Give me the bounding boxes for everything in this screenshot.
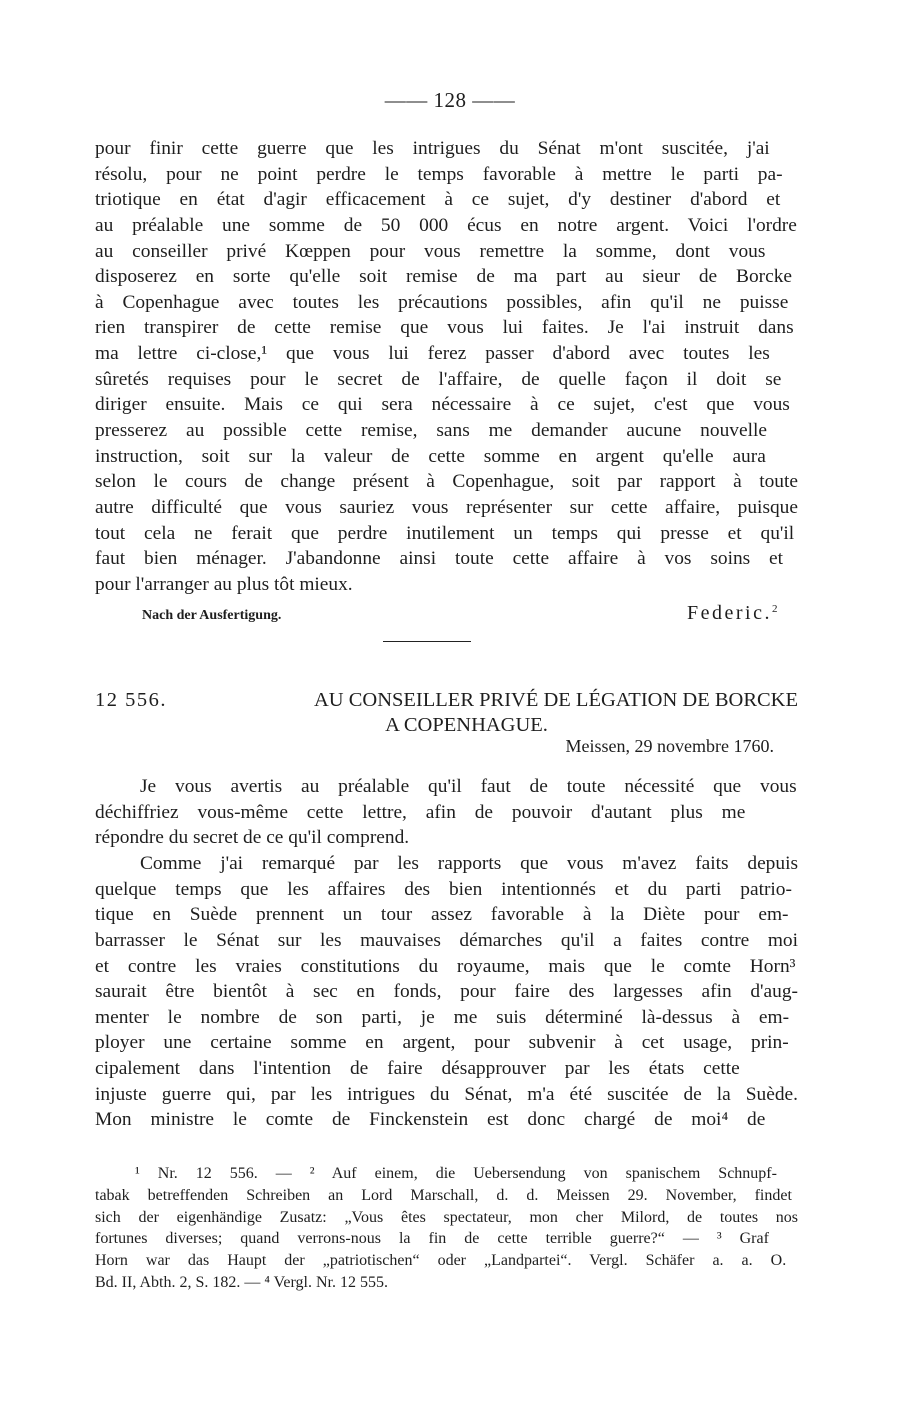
footnote-line: Horn war das Haupt der „patriotischen“ oder „Landpartei“. Vergl. Schäfer a. a. O. [95, 1252, 787, 1270]
footnote-line: fortunes diverses; quand verrons-nous la fin de cette terrible guerre?“ — ³ Graf [95, 1230, 769, 1248]
letter-dateline: Meissen, 29 novembre 1760. [565, 736, 774, 756]
text-line: faut bien ménager. J'abandonne ainsi toute cette affaire à vos soins et [95, 548, 784, 570]
footnote-line: ¹ Nr. 12 556. — ² Auf einem, die Uebersendung von spanischem Schnupf- [135, 1165, 777, 1182]
text-line: rien transpirer de cette remise que vous lui faites. Je l'ai instruit dans [95, 317, 794, 339]
source-and-signature [142, 602, 780, 625]
text-line: ma lettre ci-close,¹ que vous lui ferez passer d'abord avec toutes les [95, 343, 770, 365]
text-line: tout cela ne ferait que perdre inutilement un temps qui presse et qu'il [95, 522, 795, 544]
text-line: pour finir cette guerre que les intrigues du Sénat m'ont suscitée, j'ai [95, 138, 770, 159]
footnote-line: tabak betreffenden Schreiben an Lord Marschall, d. d. Meissen 29. November, findet [95, 1186, 792, 1204]
letter-paragraph-1 [95, 774, 798, 851]
text-line: saurait être bientôt à sec en fonds, pour faire des largesses afin d'aug- [95, 981, 798, 1003]
text-line: triotique en état d'agir efficacement à ce sujet, d'y destiner d'abord et [95, 189, 781, 211]
text-line: Comme j'ai remarqué par les rapports que vous m'avez faits depuis [140, 853, 798, 874]
text-line: Mon ministre le comte de Finckenstein est donc chargé de moi⁴ de [95, 1109, 766, 1131]
text-line: instruction, soit sur la valeur de cette somme en argent qu'elle aura [95, 445, 766, 467]
text-line: au conseiller privé Kœppen pour vous remettre la somme, dont vous [95, 240, 766, 262]
source-note: Nach der Ausfertigung. [142, 608, 282, 623]
text-line: cipalement dans l'intention de faire désapprouver par les états cette [95, 1058, 740, 1080]
footnote-line: sich der eigenhändige Zusatz: „Vous êtes spectateur, mon cher Milord, de toutes nos [95, 1208, 798, 1226]
text-line: disposerez en sorte qu'elle soit remise de ma part au sieur de Borcke [95, 266, 793, 288]
letter-recipient-place: A COPENHAGUE. [385, 714, 548, 736]
text-line: au préalable une somme de 50 000 écus en notre argent. Voici l'ordre [95, 214, 797, 236]
section-divider [383, 641, 471, 642]
letter-number: 12 556. [95, 689, 167, 711]
text-line: déchiffriez vous-même cette lettre, afin de pouvoir d'autant plus me [95, 801, 746, 823]
text-line: barrasser le Sénat sur les mauvaises démarches qu'il a faites contre moi [95, 929, 798, 951]
continuation-paragraph [95, 136, 798, 598]
text-line: diriger ensuite. Mais ce qui sera nécessaire à ce sujet, c'est que vous [95, 394, 790, 416]
text-line: selon le cours de change présent à Copenhague, soit par rapport à toute [95, 471, 798, 493]
text-line: et contre les vraies constitutions du royaume, mais que le comte Horn³ [95, 955, 796, 977]
signature [687, 602, 780, 625]
text-line: Je vous avertis au préalable qu'il faut de toute nécessité que vous [140, 776, 797, 797]
text-line: injuste guerre qui, par les intrigues du Sénat, m'a été suscitée de la Suède. [95, 1083, 798, 1105]
letter-paragraph-2 [95, 851, 798, 1133]
footnote-marker: 2 [772, 603, 780, 615]
text-line: quelque temps que les affaires des bien intentionnés et du parti patrio- [95, 878, 792, 900]
text-line: ployer une certaine somme en argent, pour subvenir à cet usage, prin- [95, 1032, 789, 1054]
letter-recipient: AU CONSEILLER PRIVÉ DE LÉGATION DE BORCKE [313, 689, 798, 711]
text-line: résolu, pour ne point perdre le temps favorable à mettre le parti pa- [95, 163, 783, 185]
text-line: pour l'arranger au plus tôt mieux. [95, 573, 353, 595]
signature-text: Federic. [687, 602, 772, 624]
text-line: répondre du secret de ce qu'il comprend. [95, 827, 410, 849]
letter-heading [95, 688, 798, 738]
text-line: tique en Suède prennent un tour assez favorable à la Diète pour em- [95, 904, 789, 926]
footnote-line: Bd. II, Abth. 2, S. 182. — ⁴ Vergl. Nr. 12 555. [95, 1273, 388, 1291]
page-number: —— 128 —— [384, 88, 516, 112]
text-line: sûretés requises pour le secret de l'affaire, de quelle façon il doit se [95, 368, 782, 390]
text-line: autre difficulté que vous sauriez vous représenter sur cette affaire, puisque [95, 496, 798, 518]
footnotes [95, 1163, 798, 1294]
text-line: menter le nombre de son parti, je me suis déterminé là-dessus à em- [95, 1006, 790, 1028]
text-line: presserez au possible cette remise, sans me demander aucune nouvelle [95, 420, 767, 442]
text-line: à Copenhague avec toutes les précautions possibles, afin qu'il ne puisse [95, 291, 789, 313]
